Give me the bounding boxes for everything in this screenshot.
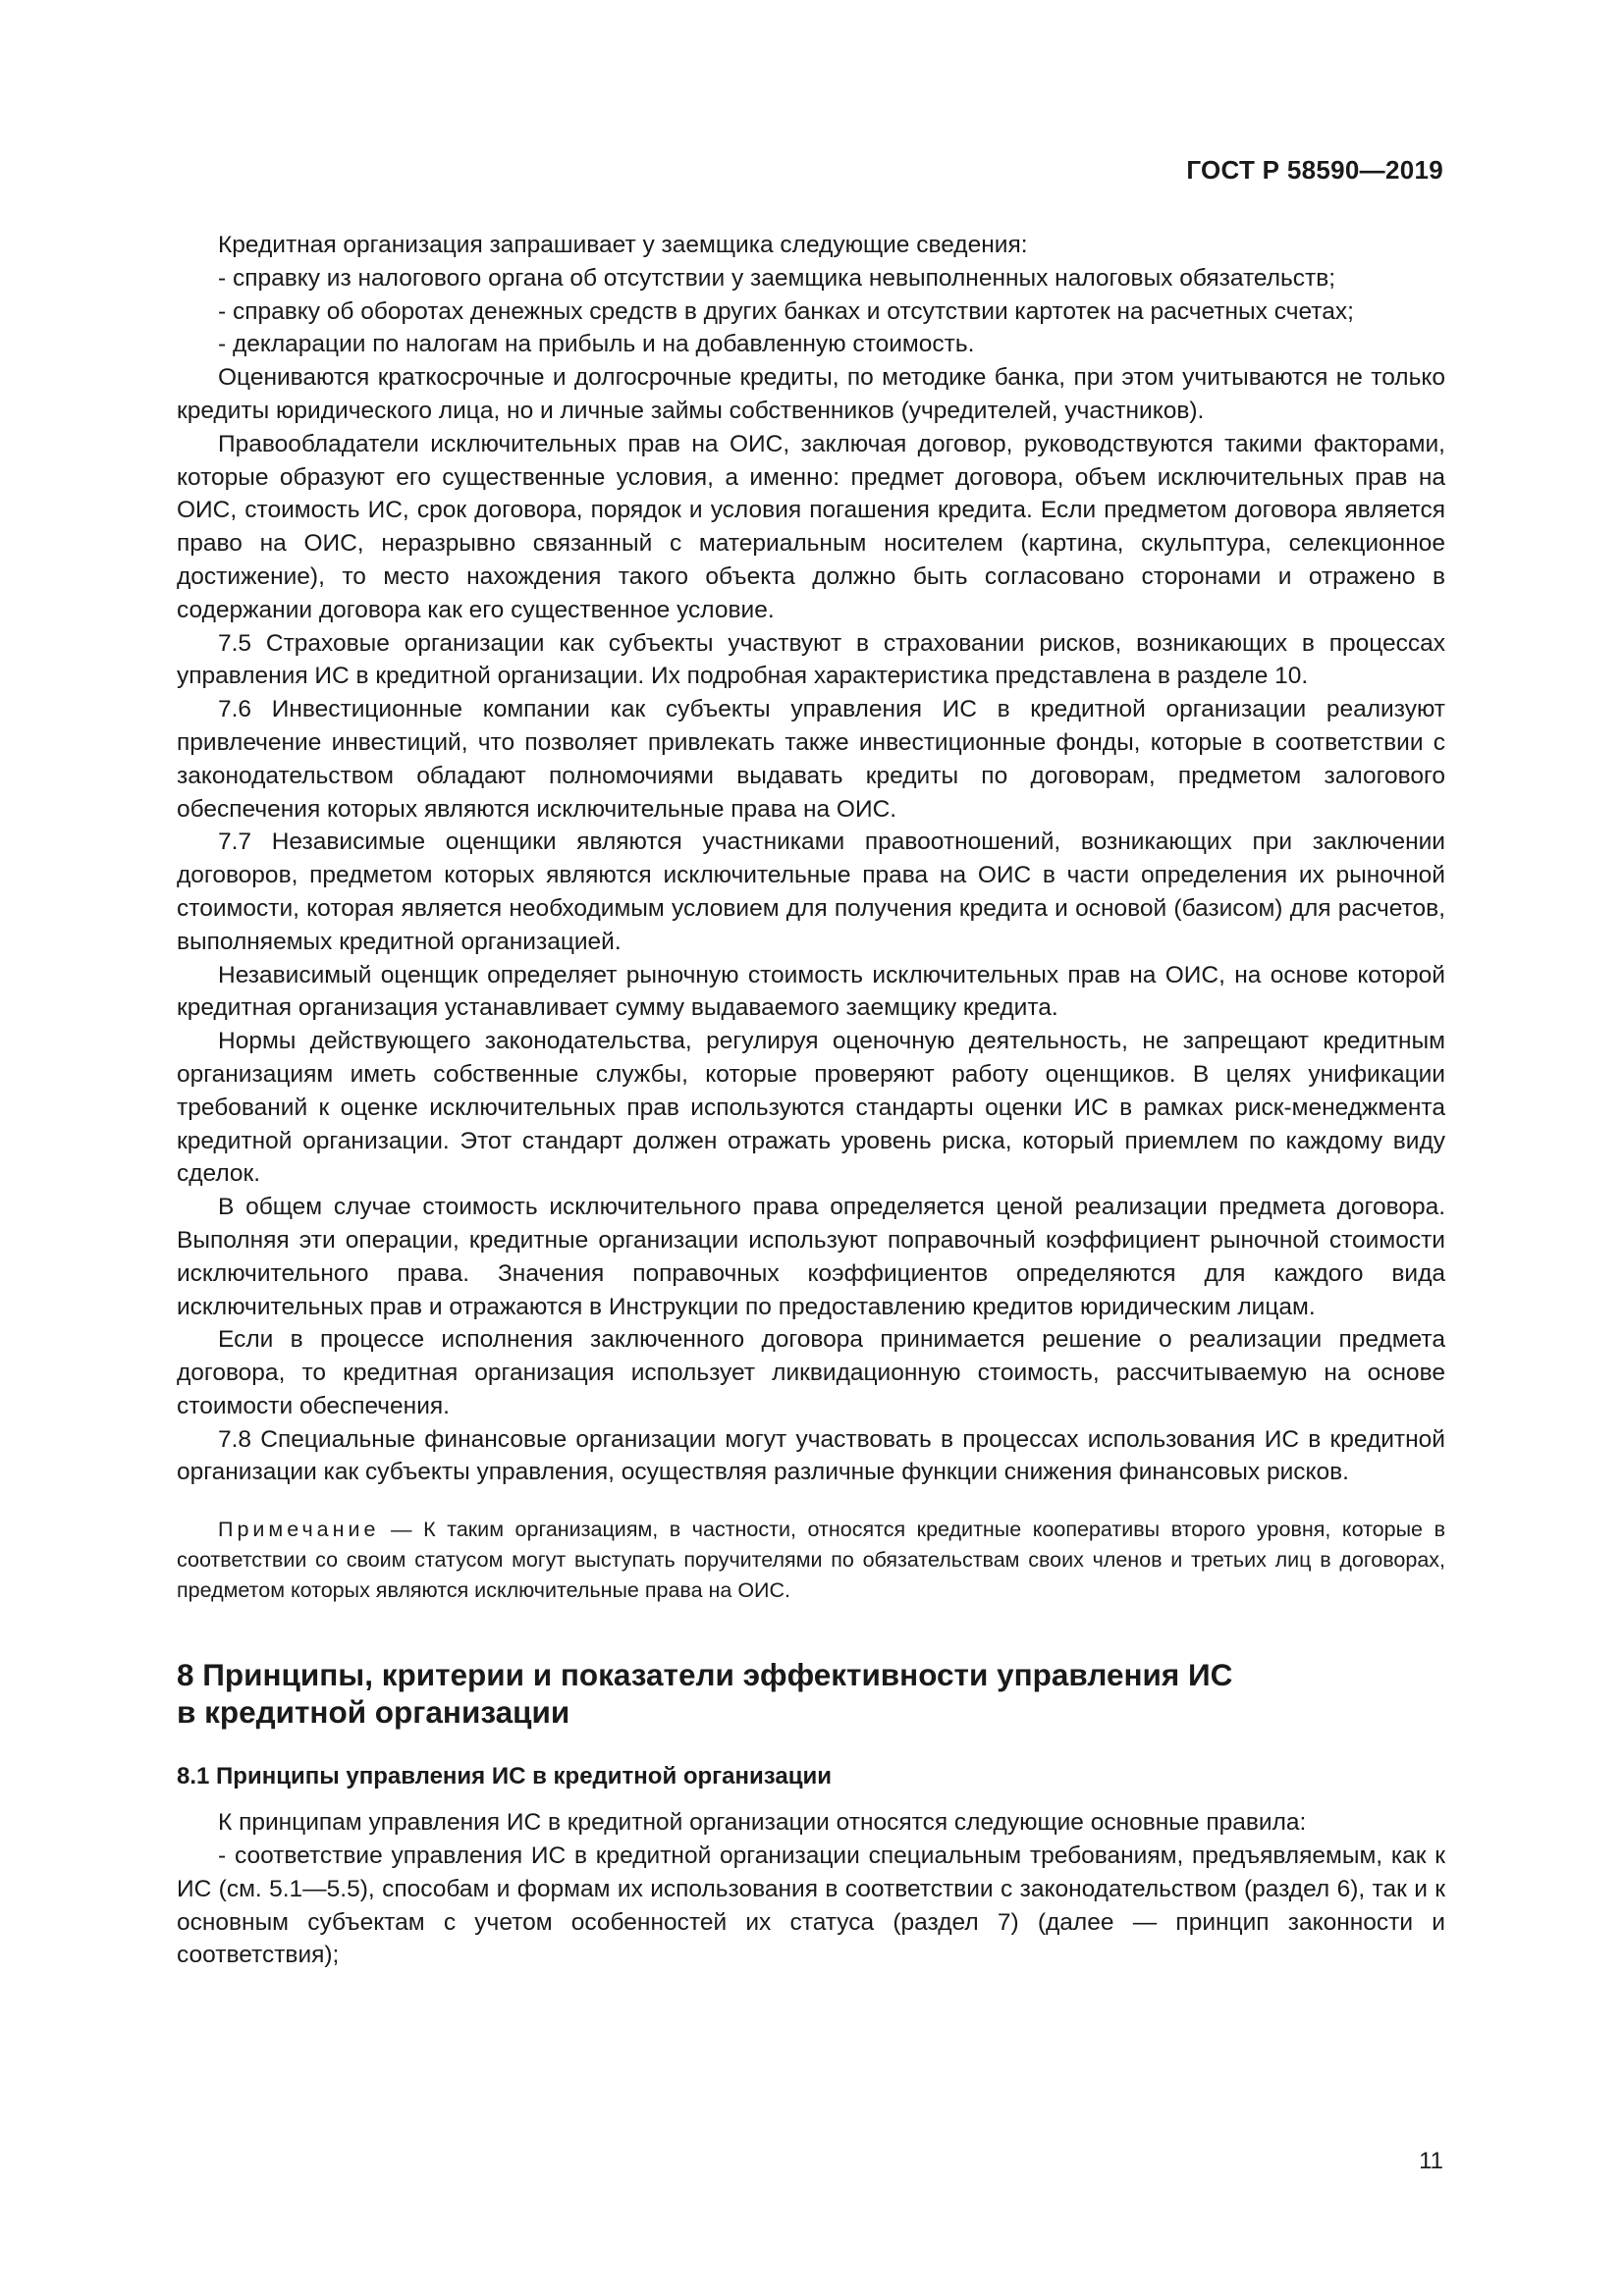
- paragraph: К принципам управления ИС в кредитной организации относятся следующие основные правила:: [218, 1809, 1307, 1837]
- paragraph: - соответствие управления ИС в кредитной организации специальным требованиям, предъявляемым, как к ИС (см. 5.1—5.5), способам и формам их использования в соответствии с законодательством (раздел 6), так и к основным субъектам с учетом особенностей их статуса (раздел 7) (далее — принцип законности и соответствия);: [177, 1842, 1445, 1969]
- clause-7-6: 7.6 Инвестиционные компании как субъекты управления ИС в кредитной организации реализуют привлечение инвестиций, что позволяет привлекать также инвестиционные фонды, которые в соответствии с законодательством обладают полномочиями выдавать кредиты по договорам, предметом залогового обеспечения которых являются исключительные права на ОИС.: [177, 696, 1445, 823]
- note-label: Примечание: [218, 1518, 380, 1542]
- document-id-header: ГОСТ Р 58590—2019: [1186, 155, 1443, 185]
- paragraph: В общем случае стоимость исключительного права определяется ценой реализации предмета договора. Выполняя эти операции, кредитные организации используют поправочный коэффициент рыночной стоимости исключительного права. Значения поправочных коэффициентов определяются для каждого вида исключительных прав и отражаются в Инструкции по предоставлению кредитов юридическим лицам.: [177, 1194, 1445, 1320]
- paragraph: Независимый оценщик определяет рыночную стоимость исключительных прав на ОИС, на основе которой кредитная организация устанавливает сумму выдаваемого заемщику кредита.: [177, 961, 1445, 1022]
- section-heading-line-2: в кредитной организации: [177, 1694, 570, 1731]
- page-body: [177, 229, 1445, 1972]
- note-text: — К таким организациям, в частности, относятся кредитные кооперативы второго уровня, которые в соответствии со своим статусом могут выступать поручителями по обязательствам своих членов и третьих лиц в договорах, предметом которых являются исключительные права на ОИС.: [177, 1518, 1445, 1603]
- paragraph: Правообладатели исключительных прав на ОИС, заключая договор, руководствуются такими факторами, которые образуют его существенные условия, а именно: предмет договора, объем исключительных прав на ОИС, стоимость ИС, срок договора, порядок и условия погашения кредита. Если предметом договора является право на ОИС, неразрывно связанный с материальным носителем (картина, скульптура, селекционное достижение), то место нахождения такого объекта должно быть согласовано сторонами и отражено в содержании договора как его существенное условие.: [177, 430, 1445, 623]
- paragraph: - декларации по налогам на прибыль и на добавленную стоимость.: [218, 331, 975, 358]
- clause-7-7: 7.7 Независимые оценщики являются участниками правоотношений, возникающих при заключении договоров, предметом которых являются исключительные права на ОИС в части определения их рыночной стоимости, которая является необходимым условием для получения кредита и основой (базисом) для расчетов, выполняемых кредитной организацией.: [177, 828, 1445, 955]
- subsection-heading: 8.1 Принципы управления ИС в кредитной организации: [177, 1763, 832, 1790]
- paragraph: - справку об оборотах денежных средств в других банках и отсутствии картотек на расчетных счетах;: [218, 297, 1354, 325]
- section-heading-line-1: 8 Принципы, критерии и показатели эффективности управления ИС: [177, 1657, 1233, 1693]
- paragraph: - справку из налогового органа об отсутствии у заемщика невыполненных налоговых обязательств;: [218, 264, 1336, 292]
- clause-7-8: 7.8 Специальные финансовые организации могут участвовать в процессах использования ИС в кредитной организации как субъекты управления, осуществляя различные функции снижения финансовых рисков.: [177, 1425, 1445, 1486]
- paragraph: Нормы действующего законодательства, регулируя оценочную деятельность, не запрещают кредитным организациям иметь собственные службы, которые проверяют работу оценщиков. В целях унификации требований к оценке исключительных прав используются стандарты оценки ИС в рамках риск-менеджмента кредитной организации. Этот стандарт должен отражать уровень риска, который приемлем по каждому виду сделок.: [177, 1028, 1445, 1188]
- note: [177, 1515, 1445, 1606]
- clause-7-5: 7.5 Страховые организации как субъекты участвуют в страховании рисков, возникающих в процессах управления ИС в кредитной организации. Их подробная характеристика представлена в разделе 10.: [177, 629, 1445, 690]
- paragraph: Кредитная организация запрашивает у заемщика следующие сведения:: [218, 232, 1028, 258]
- paragraph: Оцениваются краткосрочные и долгосрочные кредиты, по методике банка, при этом учитываются не только кредиты юридического лица, но и личные займы собственников (учредителей, участников).: [177, 364, 1445, 424]
- paragraph: Если в процессе исполнения заключенного договора принимается решение о реализации предмета договора, то кредитная организация использует ликвидационную стоимость, рассчитываемую на основе стоимости обеспечения.: [177, 1326, 1445, 1419]
- page-number: 11: [1419, 2148, 1443, 2174]
- section-heading: [177, 1656, 1445, 1731]
